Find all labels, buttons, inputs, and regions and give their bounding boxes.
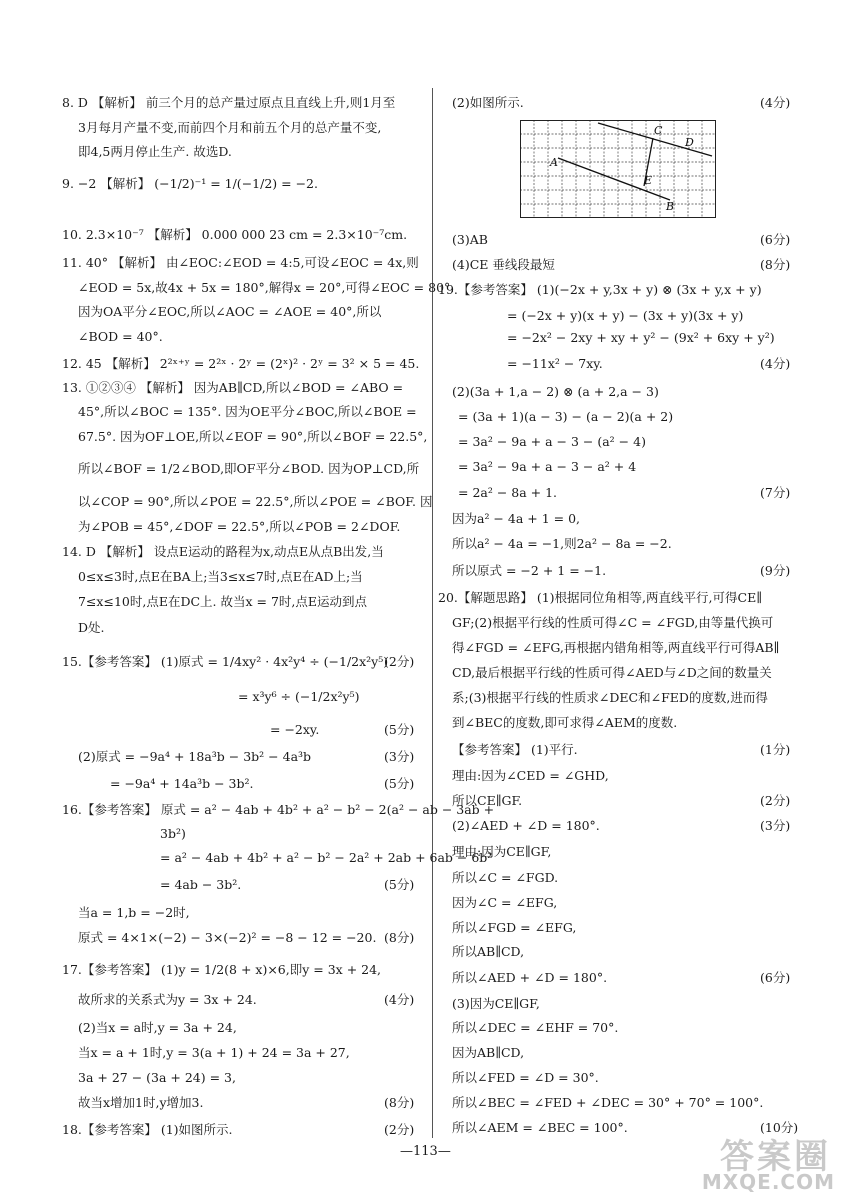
score-mark: (1分) [760, 742, 791, 757]
score-mark: (6分) [760, 970, 791, 985]
left-line: 16.【参考答案】 原式 = a² − 4ab + 4b² + a² − b² − 2(a² − ab − 3ab + [62, 802, 495, 817]
right-line: = 3a² − 9a + a − 3 − a² + 4 [458, 459, 637, 474]
right-line: 所以AB∥CD, [452, 944, 525, 959]
left-line: 以∠COP = 90°,所以∠POE = 22.5°,所以∠POE = ∠BOF. 因 [78, 494, 433, 509]
right-line: (2)∠AED + ∠D = 180°. [452, 818, 600, 833]
score-mark: (2分) [384, 654, 415, 669]
score-mark: (4分) [760, 95, 791, 110]
score-mark: (8分) [384, 1095, 415, 1110]
left-line: (2)原式 = −9a⁴ + 18a³b − 3b² − 4a³b [78, 749, 312, 764]
right-line: CD,最后根据平行线的性质可得∠AED与∠D之间的数量关 [452, 665, 772, 680]
right-line: = −11x² − 7xy. [507, 356, 603, 371]
left-line: 当a = 1,b = −2时, [78, 905, 190, 920]
score-mark: (2分) [760, 793, 791, 808]
left-line: = −9a⁴ + 14a³b − 3b². [110, 776, 254, 791]
score-mark: (3分) [760, 818, 791, 833]
right-line: 因为a² − 4a + 1 = 0, [452, 511, 581, 526]
left-line: 67.5°. 因为OF⊥OE,所以∠EOF = 90°,所以∠BOF = 22.5°, [78, 429, 428, 444]
label-a: A [550, 156, 558, 169]
right-line: = 2a² − 8a + 1. [458, 485, 558, 500]
left-line: 9. −2 【解析】 (−1/2)⁻¹ = 1/(−1/2) = −2. [62, 176, 318, 191]
right-line: 所以∠C = ∠FGD. [452, 870, 559, 885]
label-d: D [685, 136, 694, 149]
left-line: ∠BOD = 40°. [78, 329, 163, 344]
score-mark: (2分) [384, 1122, 415, 1137]
left-line: 为∠POB = 45°,∠DOF = 22.5°,所以∠POB = 2∠DOF. [78, 519, 401, 534]
right-line: (4)CE 垂线段最短 [452, 257, 555, 272]
score-mark: (4分) [384, 992, 415, 1007]
left-line: 15.【参考答案】 (1)原式 = 1/4xy² · 4x²y⁴ ÷ (−1/2x²y⁵) [62, 654, 389, 669]
right-line: = (3a + 1)(a − 3) − (a − 2)(a + 2) [458, 409, 674, 424]
right-line: 所以∠DEC = ∠EHF = 70°. [452, 1020, 619, 1035]
score-mark: (8分) [384, 930, 415, 945]
score-mark: (6分) [760, 232, 791, 247]
score-mark: (7分) [760, 485, 791, 500]
left-line: 所以∠BOF = 1/2∠BOD,即OF平分∠BOD. 因为OP⊥CD,所 [78, 461, 420, 476]
right-line: 所以CE∥GF. [452, 793, 523, 808]
left-line: 11. 40° 【解析】 由∠EOC:∠EOD = 4:5,可设∠EOC = 4x,则 [62, 255, 419, 270]
score-mark: (8分) [760, 257, 791, 272]
grid-figure [520, 120, 716, 218]
right-line: = −2x² − 2xy + xy + y² − (9x² + 6xy + y²) [507, 330, 775, 345]
label-e: E [644, 174, 653, 187]
right-line: (3)AB [452, 232, 488, 247]
right-line: 到∠BEC的度数,即可求得∠AEM的度数. [452, 715, 678, 730]
right-line: 19.【参考答案】 (1)(−2x + y,3x + y) ⊗ (3x + y,x + y) [438, 282, 762, 297]
right-line: 所以∠BEC = ∠FED + ∠DEC = 30° + 70° = 100°. [452, 1095, 764, 1110]
left-line: 原式 = 4×1×(−2) − 3×(−2)² = −8 − 12 = −20. [78, 930, 377, 945]
line-through-a-b [558, 158, 670, 200]
right-line: 得∠FGD = ∠EFG,再根据内错角相等,两直线平行可得AB∥ [452, 640, 780, 655]
left-line: 13. ①②③④ 【解析】 因为AB∥CD,所以∠BOD = ∠ABO = [62, 380, 404, 395]
right-line: 理由:因为CE∥GF, [452, 844, 552, 859]
left-line: = x³y⁶ ÷ (−1/2x²y⁵) [238, 689, 360, 704]
watermark-logo: 答案圈 [720, 1137, 831, 1177]
label-b: B [666, 200, 675, 213]
right-line: (3)因为CE∥GF, [452, 996, 540, 1011]
right-line: = 3a² − 9a + a − 3 − (a² − 4) [458, 434, 646, 449]
right-line: 所以原式 = −2 + 1 = −1. [452, 563, 607, 578]
left-line: = 4ab − 3b². [160, 877, 242, 892]
score-mark: (5分) [384, 877, 415, 892]
watermark-url: MXQE.COM [701, 1170, 835, 1194]
left-line: 7≤x≤10时,点E在DC上. 故当x = 7时,点E运动到点 [78, 594, 368, 609]
right-line: (2)如图所示. [452, 95, 524, 110]
left-line: 3a + 27 − (3a + 24) = 3, [78, 1070, 236, 1085]
right-line: 因为∠C = ∠EFG, [452, 895, 558, 910]
left-line: ∠EOD = 5x,故4x + 5x = 180°,解得x = 20°,可得∠EOC = 80°. [78, 280, 455, 295]
left-line: 当x = a + 1时,y = 3(a + 1) + 24 = 3a + 27, [78, 1045, 350, 1060]
left-line: 因为OA平分∠EOC,所以∠AOC = ∠AOE = 40°,所以 [78, 304, 382, 319]
left-line: 0≤x≤3时,点E在BA上;当3≤x≤7时,点E在AD上;当 [78, 569, 363, 584]
label-c: C [654, 124, 663, 137]
left-line: 故所求的关系式为y = 3x + 24. [78, 992, 257, 1007]
left-line: 8. D 【解析】 前三个月的总产量过原点且直线上升,则1月至 [62, 95, 396, 110]
left-line: 3月每月产量不变,而前四个月和前五个月的总产量不变, [78, 120, 382, 135]
page-number: —113— [400, 1144, 451, 1159]
left-line: (2)当x = a时,y = 3a + 24, [78, 1020, 237, 1035]
right-line: 【参考答案】 (1)平行. [452, 742, 578, 757]
left-line: 故当x增加1时,y增加3. [78, 1095, 204, 1110]
score-mark: (10分) [760, 1120, 799, 1135]
left-line: = a² − 4ab + 4b² + a² − b² − 2a² + 2ab + 6ab − 6b² [160, 850, 493, 865]
score-mark: (9分) [760, 563, 791, 578]
left-line: 45°,所以∠BOC = 135°. 因为OE平分∠BOC,所以∠BOE = [78, 404, 417, 419]
left-line: = −2xy. [270, 722, 320, 737]
right-line: 所以∠FED = ∠D = 30°. [452, 1070, 599, 1085]
left-line: 14. D 【解析】 设点E运动的路程为x,动点E从点B出发,当 [62, 544, 384, 559]
right-line: = (−2x + y)(x + y) − (3x + y)(3x + y) [507, 308, 744, 323]
right-line: 因为AB∥CD, [452, 1045, 525, 1060]
left-line: 12. 45 【解析】 2²ˣ⁺ʸ = 2²ˣ · 2ʸ = (2ˣ)² · 2ʸ = 3² × 5 = 45. [62, 356, 420, 371]
right-line: 所以a² − 4a = −1,则2a² − 8a = −2. [452, 536, 672, 551]
score-mark: (4分) [760, 356, 791, 371]
left-line: 10. 2.3×10⁻⁷ 【解析】 0.000 000 23 cm = 2.3×10⁻⁷cm. [62, 227, 408, 242]
right-line: 20.【解题思路】 (1)根据同位角相等,两直线平行,可得CE∥ [438, 590, 762, 605]
left-line: 17.【参考答案】 (1)y = 1/2(8 + x)×6,即y = 3x + 24, [62, 962, 382, 977]
left-line: 即4,5两月停止生产. 故选D. [78, 144, 232, 159]
right-line: (2)(3a + 1,a − 2) ⊗ (a + 2,a − 3) [452, 384, 659, 399]
grid-lines [520, 120, 716, 218]
column-divider [432, 88, 433, 1138]
right-line: 理由:因为∠CED = ∠GHD, [452, 768, 609, 783]
left-line: 3b²) [160, 826, 186, 841]
right-line: 所以∠AEM = ∠BEC = 100°. [452, 1120, 628, 1135]
score-mark: (5分) [384, 776, 415, 791]
score-mark: (3分) [384, 749, 415, 764]
left-line: D处. [78, 620, 105, 635]
right-line: 所以∠FGD = ∠EFG, [452, 920, 577, 935]
left-line: 18.【参考答案】 (1)如图所示. [62, 1122, 233, 1137]
right-line: GF;(2)根据平行线的性质可得∠C = ∠FGD,由等量代换可 [452, 615, 774, 630]
right-line: 所以∠AED + ∠D = 180°. [452, 970, 608, 985]
score-mark: (5分) [384, 722, 415, 737]
right-line: 系;(3)根据平行线的性质求∠DEC和∠FED的度数,进而得 [452, 690, 768, 705]
